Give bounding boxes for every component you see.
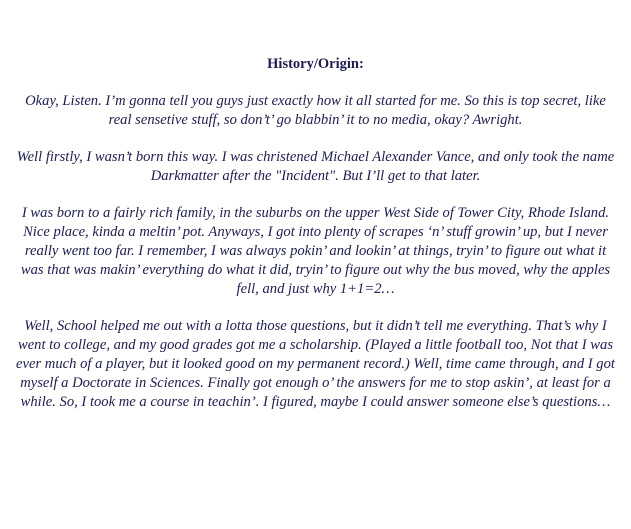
section-heading: History/Origin: [267, 56, 364, 72]
paragraph-childhood: I was born to a fairly rich family, in the suburbs on the upper West Side of Tower City, Rhode Island. Nice place, kinda a meltin’ pot. Anyways, I got into plenty of scrapes ‘n’ stuff growin’ up, but I never really went too far. I remember, I was always pokin’ and lookin’ at things, tryin’ to figure out what it was that was makin’ everything do what it did, tryin’ to figure out why the bus moved, why the apples fell, and just why 1+1=2… [20, 205, 611, 297]
paragraph-education: Well, School helped me out with a lotta those questions, but it didn’t tell me everything. That’s why I went to college, and my good grades got me a scholarship. (Played a little football too, Not that I was ever much of a player, but it looked good on my permanent record.) Well, time came through, and I got myself a Doctorate in Sciences. Finally got enough o’ the answers for me to stop askin’, at least for a while. So, I took me a course in teachin’. I figured, maybe I could answer someone else’s questions… [16, 318, 615, 410]
paragraph-intro: Okay, Listen. I’m gonna tell you guys just exactly how it all started for me. So this is top secret, like real sensetive stuff, so don’t’ go blabbin’ it to no media, okay? Awright. [25, 93, 606, 128]
paragraph-name: Well firstly, I wasn’t born this way. I was christened Michael Alexander Vance, and only took the name Darkmatter after the "Incident". But I’ll get to that later. [16, 149, 615, 184]
document-body [12, 54, 619, 430]
